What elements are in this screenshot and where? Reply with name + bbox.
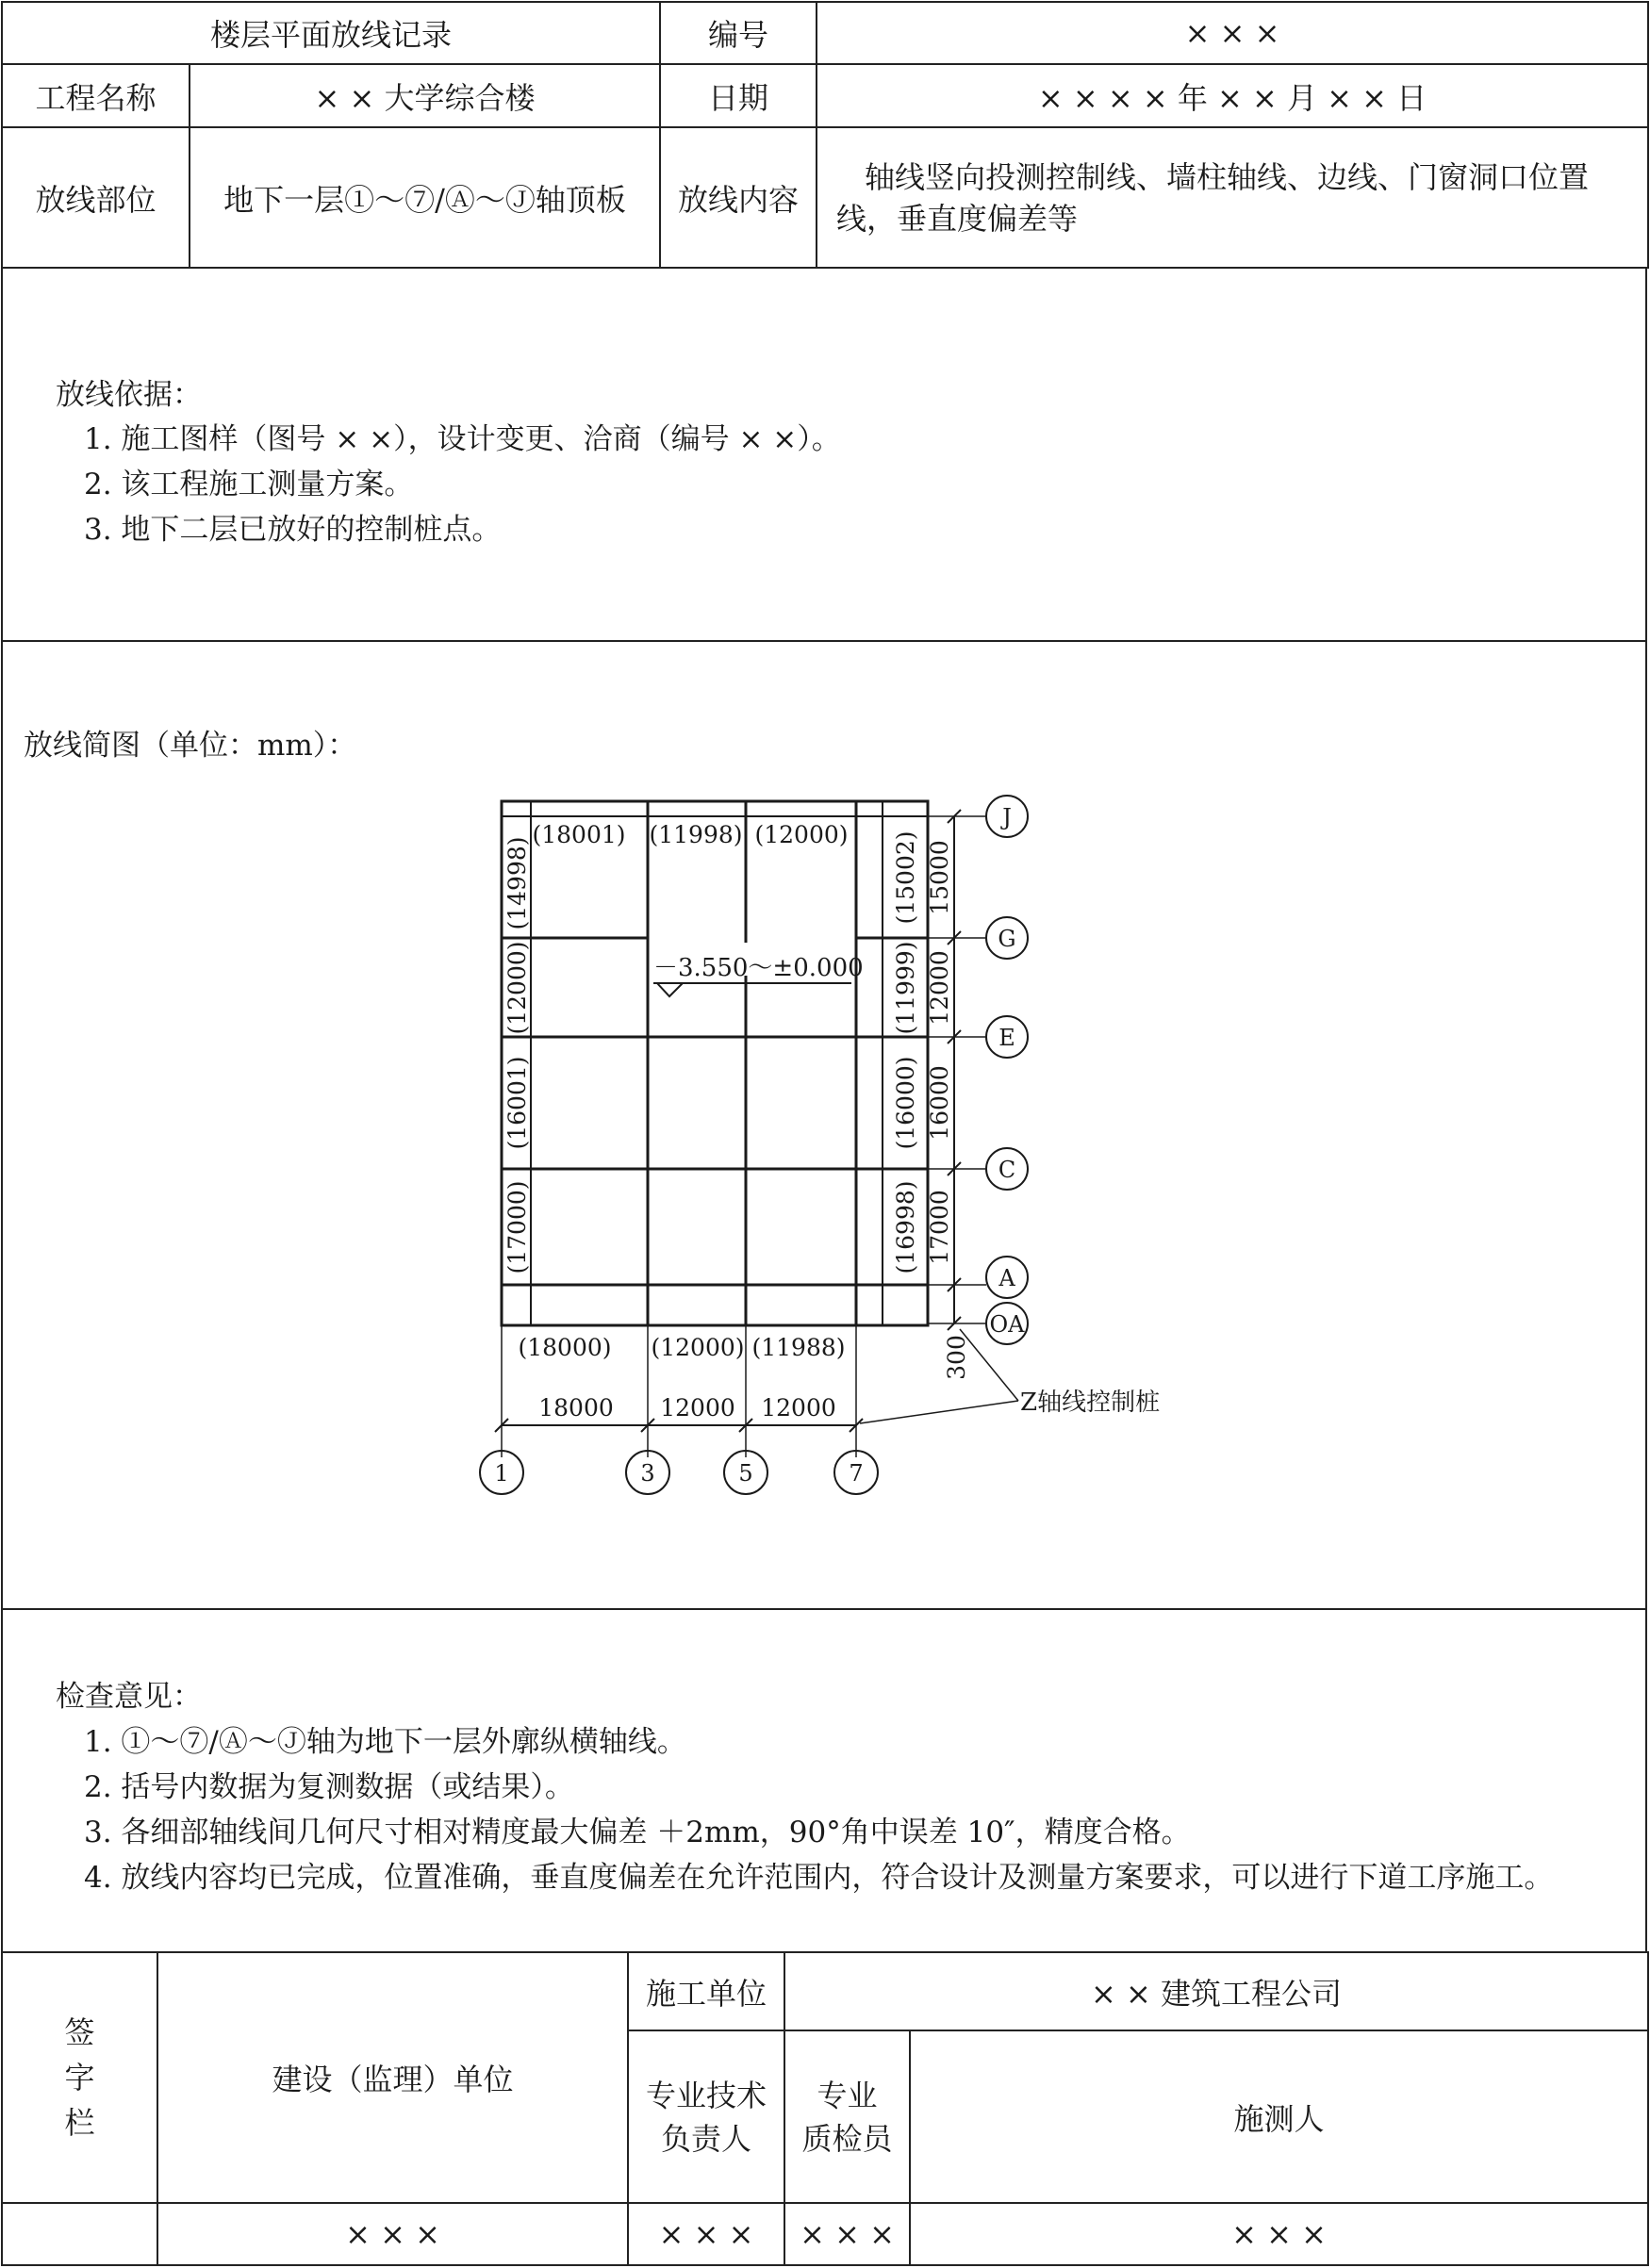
bottom-dim: 12000: [660, 1394, 735, 1422]
content-label: 放线内容: [660, 127, 817, 268]
axis-label: 5: [738, 1460, 753, 1487]
sketch-title: 放线简图（单位：mm）：: [24, 729, 357, 763]
number-label: 编号: [660, 2, 817, 64]
content-value: 轴线竖向投测控制线、墙柱轴线、边线、门窗洞口位置线，垂直度偏差等: [817, 127, 1648, 268]
owner-sign: × × ×: [157, 2203, 628, 2265]
control-leader: [860, 1401, 1018, 1423]
qc-sign: × × ×: [784, 2203, 910, 2265]
elevation-label: －3.550～±0.000: [653, 954, 864, 982]
qc-label: 专业 质检员: [784, 2030, 910, 2203]
basis-title: 放线依据：: [56, 378, 202, 412]
axis-label: 3: [640, 1460, 655, 1487]
opinion-title: 检查意见：: [56, 1680, 202, 1714]
surveyor-label: 施测人: [910, 2030, 1648, 2203]
basis-item: 1. 施工图样（图号 × ×），设计变更、洽商（编号 × ×）。: [84, 422, 841, 456]
left-measured: (14998): [503, 836, 531, 930]
axis-label: J: [1002, 804, 1012, 830]
bottom-measured: (11988): [751, 1334, 846, 1361]
building-outline: [502, 801, 928, 1325]
project-label: 工程名称: [2, 64, 190, 127]
number-value: × × ×: [817, 2, 1648, 64]
owner-label: 建设（监理）单位: [157, 1952, 628, 2203]
contractor-label: 施工单位: [628, 1952, 784, 2030]
left-measured: (12000): [503, 941, 531, 1035]
bottom-measured: (12000): [651, 1334, 745, 1361]
right-dim: 12000: [926, 950, 953, 1026]
left-measured: (16001): [503, 1056, 531, 1150]
project-value: × × 大学综合楼: [190, 64, 660, 127]
opinion-item: 3. 各细部轴线间几何尺寸相对精度最大偏差 ＋2mm，90°角中误差 10″，精度合格。: [84, 1816, 1191, 1849]
axis-label: G: [998, 926, 1016, 952]
top-measured: (11998): [649, 821, 743, 848]
opinion-item: 1. ①～⑦/Ⓐ～Ⓙ轴为地下一层外廓纵横轴线。: [84, 1725, 686, 1759]
right-measured: (16000): [892, 1056, 919, 1150]
bottom-measured: (18000): [518, 1334, 612, 1361]
signature-table: [1, 1951, 1649, 2266]
axis-label: 1: [494, 1460, 509, 1487]
axis-label: 7: [849, 1460, 864, 1487]
right-measured: (11999): [892, 941, 919, 1035]
right-dim: 16000: [926, 1065, 953, 1141]
top-measured: (18001): [532, 821, 626, 848]
date-label: 日期: [660, 64, 817, 127]
location-label: 放线部位: [2, 127, 190, 268]
opinion-item: 2. 括号内数据为复测数据（或结果）。: [84, 1770, 574, 1804]
top-measured: (12000): [754, 821, 849, 848]
left-measured: (17000): [503, 1180, 531, 1274]
control-pile-label: Z轴线控制桩: [1020, 1389, 1161, 1417]
form-title: 楼层平面放线记录: [2, 2, 660, 64]
right-measured: (15002): [892, 830, 919, 925]
contractor-value: × × 建筑工程公司: [784, 1952, 1648, 2030]
opinion-section: [1, 1610, 1647, 1953]
basis-item: 3. 地下二层已放好的控制桩点。: [84, 513, 502, 547]
bottom-dim: 12000: [761, 1394, 836, 1422]
elevation-triangle: [657, 983, 683, 996]
right-dim: 17000: [926, 1190, 953, 1265]
axis-label: C: [998, 1157, 1016, 1183]
signature-column-label: 签 字 栏: [2, 1952, 157, 2203]
opinion-item: 4. 放线内容均已完成，位置准确，垂直度偏差在允许范围内，符合设计及测量方案要求，可以进行下道工序施工。: [84, 1861, 1554, 1895]
axis-label: A: [998, 1265, 1015, 1291]
right-measured: (16998): [892, 1180, 919, 1274]
date-value: × × × × 年 × × 月 × × 日: [817, 64, 1648, 127]
tech-lead-label: 专业技术 负责人: [628, 2030, 784, 2203]
tech-sign: × × ×: [628, 2203, 784, 2265]
location-value: 地下一层①～⑦/Ⓐ～Ⓙ轴顶板: [190, 127, 660, 268]
right-dim: 15000: [926, 840, 953, 915]
bottom-dim: 18000: [538, 1394, 614, 1422]
axis-label: OA: [989, 1311, 1025, 1338]
surveyor-sign: × × ×: [910, 2203, 1648, 2265]
axis-label: E: [998, 1025, 1015, 1051]
offset-dim: 300: [943, 1335, 970, 1380]
basis-item: 2. 该工程施工测量方案。: [84, 468, 414, 501]
